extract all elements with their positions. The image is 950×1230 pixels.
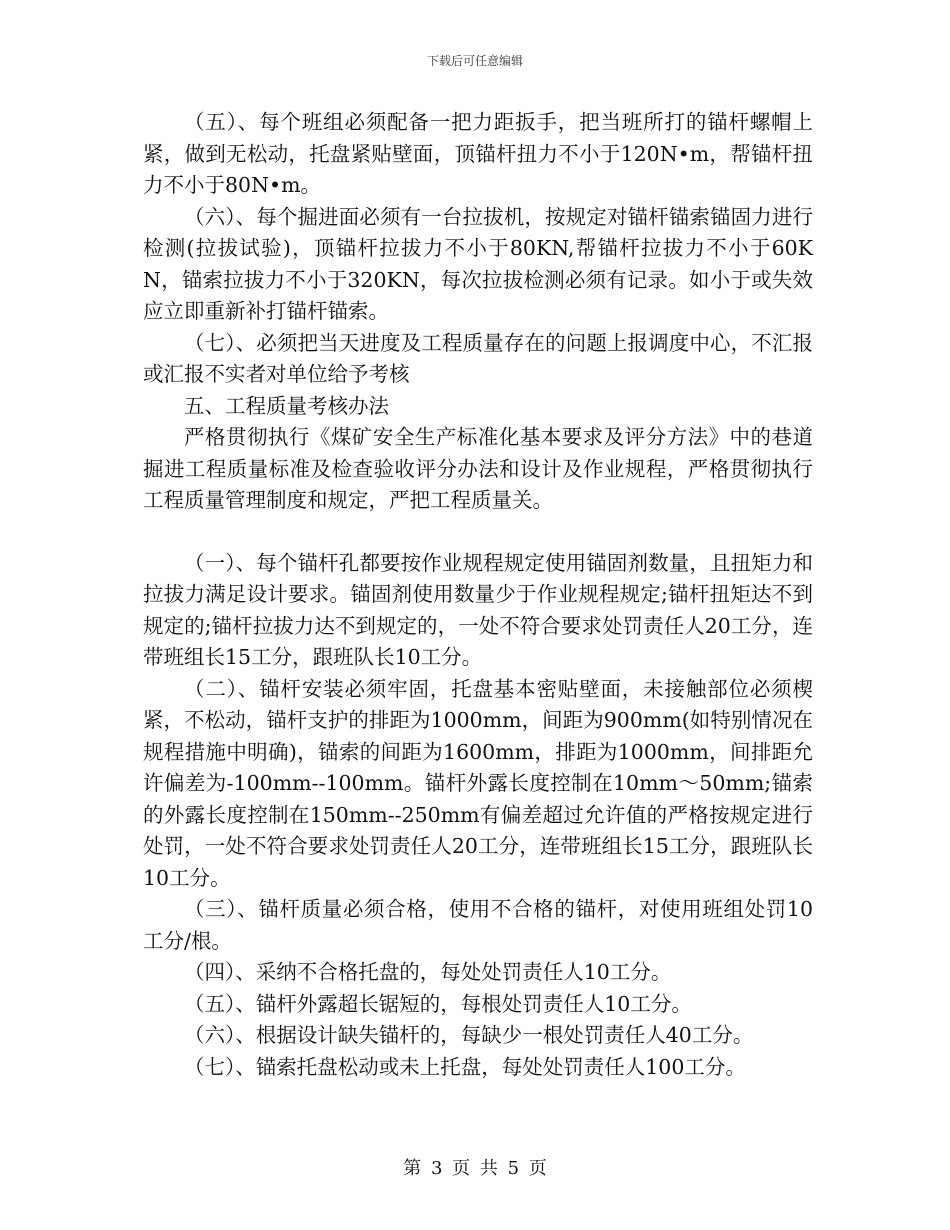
paragraph-penalty-7-cable-tray: （七）、锚索托盘松动或未上托盘，每处处罚责任人100工分。 bbox=[184, 1054, 746, 1079]
header-note: 下载后可任意编辑 bbox=[426, 54, 523, 68]
paragraph-penalty-1-anchor-agent: （一）、每个锚杆孔都要按作业规程规定使用锚固剂数量，且扭矩力和拉拔力满足设计要求。锚固剂使用数量少于作业规程规定;锚杆扭矩达不到规定的;锚杆拉拔力达不到规定的，一处不符合要求处罚责任人20工分，连带班组长15工分，跟班队长10工分。 bbox=[143, 550, 813, 669]
paragraph-penalty-2-installation: （二）、锚杆安装必须牢固，托盘基本密贴壁面，未接触部位必须楔紧，不松动，锚杆支护的排距为1000mm，间距为900mm(如特别情况在规程措施中明确)，锚索的间距为1600mm，排距为1000mm，间排距允许偏差为-100mm--100mm。锚杆外露长度控制在10mm～50mm;锚索的外露长度控制在150mm--250mm有偏差超过允许值的严格按规定进行处罚，一处不符合要求处罚责任人20工分，连带班组长15工分，跟班队长10工分。 bbox=[143, 676, 813, 890]
paragraph-clause-7-reporting: （七）、必须把当天进度及工程质量存在的问题上报调度中心，不汇报或汇报不实者对单位给予考核 bbox=[143, 330, 813, 386]
paragraph-clause-5-wrench: （五）、每个班组必须配备一把力距扳手，把当班所打的锚杆螺帽上紧，做到无松动，托盘紧贴壁面，顶锚杆扭力不小于120N•m，帮锚杆扭力不小于80N•m。 bbox=[143, 110, 813, 197]
paragraph-quality-standards-intro: 严格贯彻执行《煤矿安全生产标准化基本要求及评分方法》中的巷道掘进工程质量标准及检查验收评分办法和设计及作业规程，严格贯彻执行工程质量管理制度和规定，严把工程质量关。 bbox=[143, 425, 813, 512]
paragraph-penalty-3-bolt-quality: （三）、锚杆质量必须合格，使用不合格的锚杆，对使用班组处罚10工分/根。 bbox=[143, 897, 813, 953]
document-body bbox=[143, 107, 813, 1083]
paragraph-penalty-6-missing-bolt: （六）、根据设计缺失锚杆的，每缺少一根处罚责任人40工分。 bbox=[184, 1023, 754, 1047]
paragraph-penalty-5-sawing: （五）、锚杆外露超长锯短的，每根处罚责任人10工分。 bbox=[184, 991, 692, 1016]
paragraph-clause-6-pull-test: （六）、每个掘进面必须有一台拉拔机，按规定对锚杆锚索锚固力进行检测(拉拔试验)，顶锚杆拉拔力不小于80KN,帮锚杆拉拔力不小于60KN，锚索拉拔力不小于320KN，每次拉拔检测必须有记录。如小于或失效应立即重新补打锚杆锚索。 bbox=[143, 204, 813, 323]
paragraph-penalty-4-tray: （四）、采纳不合格托盘的，每处处罚责任人10工分。 bbox=[184, 960, 672, 984]
page-number-footer: 第 3 页 共 5 页 bbox=[403, 1158, 547, 1179]
paragraph-gap bbox=[143, 517, 813, 548]
section-heading-quality-assessment: 五、工程质量考核办法 bbox=[184, 393, 389, 418]
